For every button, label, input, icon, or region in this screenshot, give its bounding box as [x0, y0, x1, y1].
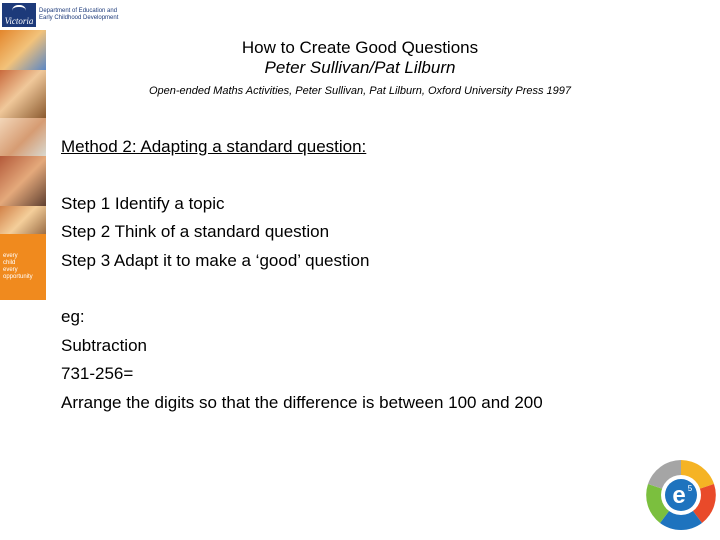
- e5-logo-superscript: 5: [687, 484, 693, 493]
- reference-citation: Open-ended Maths Activities, Peter Sullivan, Pat Lilburn, Oxford University Press 1997: [148, 85, 572, 97]
- step-2: Step 2 Think of a standard question: [61, 222, 330, 241]
- step-3: Step 3 Adapt it to make a ‘good’ question: [61, 250, 370, 270]
- slogan-banner: [0, 234, 46, 300]
- department-logo: [2, 2, 120, 28]
- page-authors: Peter Sullivan/Pat Lilburn: [264, 58, 456, 77]
- slogan-line-2: child: [3, 260, 16, 266]
- page-title: How to Create Good Questions: [241, 38, 479, 57]
- slogan-line-4: opportunity: [3, 274, 33, 280]
- e5-logo-icon: [644, 458, 718, 532]
- example-expression: 731-256=: [61, 364, 134, 383]
- title-block: [0, 38, 720, 78]
- child-photo-3: [0, 118, 46, 156]
- slide-content: [61, 133, 543, 417]
- slogan-line-1: every: [3, 253, 18, 259]
- example-task: Arrange the digits so that the difference is between 100 and 200: [61, 392, 543, 412]
- child-photo-5: [0, 206, 46, 234]
- victoria-crown-icon: [2, 3, 36, 27]
- logo-department-text: [39, 8, 118, 22]
- slogan-line-3: every: [3, 267, 18, 273]
- logo-name: Victoria: [4, 16, 34, 26]
- logo-line-2: Early Childhood Development: [39, 15, 119, 21]
- example-topic: Subtraction: [61, 335, 147, 355]
- step-1: Step 1 Identify a topic: [61, 193, 225, 213]
- spacer: [61, 275, 543, 303]
- example-label: eg:: [61, 307, 85, 326]
- method-heading: Method 2: Adapting a standard question:: [61, 137, 367, 156]
- logo-line-1: Department of Education and: [39, 8, 118, 14]
- e5-logo-letter: e: [672, 482, 686, 509]
- child-photo-4: [0, 156, 46, 206]
